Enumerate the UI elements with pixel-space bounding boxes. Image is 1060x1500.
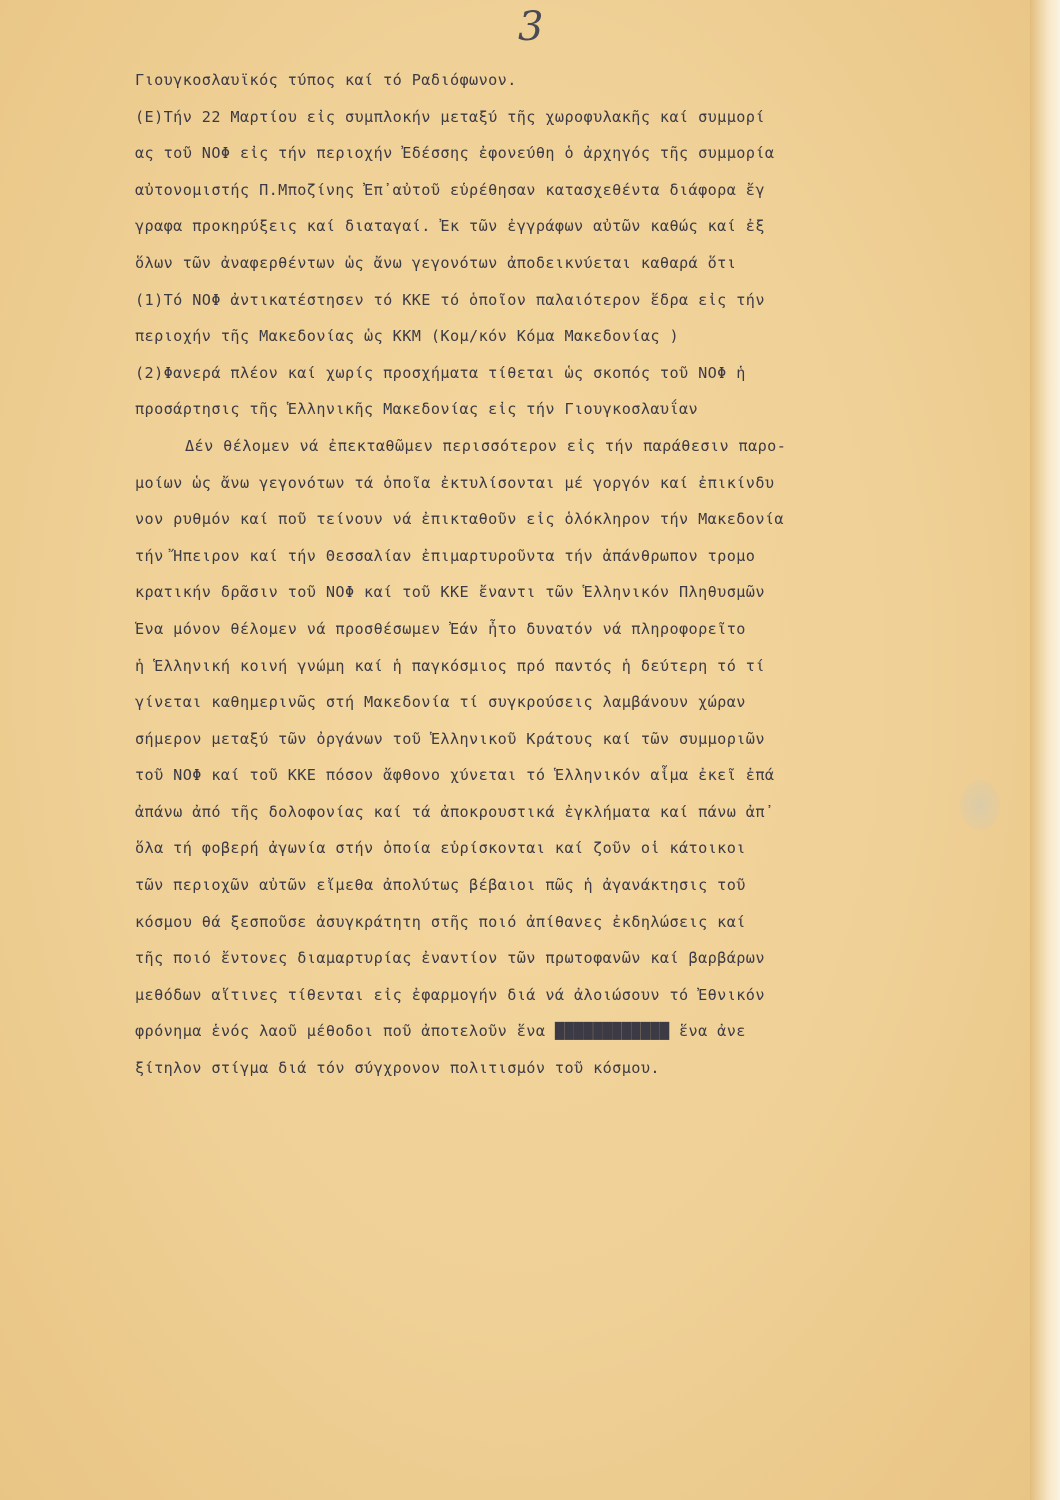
- document-body: [135, 62, 1015, 1087]
- text-line: περιοχήν τῆς Μακεδονίας ὡς ΚΚΜ (Κομ/κόν Κόμα Μακεδονίας ): [135, 327, 679, 346]
- text-line: μεθόδων αἵτινες τίθενται εἰς ἐφαρμογήν διά νά ἀλοιώσουν τό Ἐθνικόν: [135, 985, 765, 1004]
- text-line: σήμερον μεταξύ τῶν ὀργάνων τοῦ Ἑλληνικοῦ Κράτους καί τῶν συμμοριῶν: [135, 729, 765, 748]
- text-line: τῆς ποιό ἔντονες διαμαρτυρίας ἐναντίον τῶν πρωτοφανῶν καί βαρβάρων: [135, 949, 765, 968]
- text-line: κόσμου θά ξεσποῦσε ἀσυγκράτητη στῆς ποιό ἀπίθανες ἐκδηλώσεις καί: [135, 912, 746, 931]
- text-line: ἡ Ἑλληνική κοινή γνώμη καί ἡ παγκόσμιος πρό παντός ἡ δεύτερη τό τί: [135, 656, 765, 675]
- text-line: (2)Φανερά πλέον καί χωρίς προσχήματα τίθεται ὡς σκοπός τοῦ ΝΟΦ ἡ: [135, 363, 746, 382]
- text-line: (1)Τό ΝΟΦ ἀντικατέστησεν τό ΚΚΕ τό ὁποῖον παλαιότερον ἕδρα εἰς τήν: [135, 290, 765, 309]
- text-line: (Ε)Τήν 22 Μαρτίου εἰς συμπλοκήν μεταξύ τῆς χωροφυλακῆς καί συμμορί: [135, 107, 765, 126]
- text-line: προσάρτησις τῆς Ἑλληνικῆς Μακεδονίας εἰς τήν Γιουγκοσλαυΐαν: [135, 400, 699, 419]
- text-line: κρατικήν δρᾶσιν τοῦ ΝΟΦ καί τοῦ ΚΚΕ ἔναντι τῶν Ἑλληνικόν Πληθυσμῶν: [135, 583, 765, 602]
- text-line: νον ρυθμόν καί ποῦ τείνουν νά ἐπικταθοῦν εἰς ὁλόκληρον τήν Μακεδονία: [135, 510, 784, 529]
- page-edge: [1030, 0, 1060, 1500]
- text-line: Δέν θέλομεν νά ἐπεκταθῶμεν περισσότερον εἰς τήν παράθεσιν παρο-: [185, 436, 787, 455]
- text-line: τοῦ ΝΟΦ καί τοῦ ΚΚΕ πόσον ἄφθονο χύνεται τό Ἑλληνικόν αἷμα ἐκεῖ ἐπά: [135, 766, 775, 785]
- text-line: Ἕνα μόνον θέλομεν νά προσθέσωμεν Ἐάν ἦτο δυνατόν νά πληροφορεῖτο: [135, 619, 746, 638]
- text-line: τήν Ἤπειρον καί τήν Θεσσαλίαν ἐπιμαρτυροῦντα τήν ἀπάνθρωπον τρομο: [135, 546, 756, 565]
- page-number: 3: [518, 4, 544, 50]
- text-line: γραφα προκηρύξεις καί διαταγαί. Ἐκ τῶν ἐγγράφων αὐτῶν καθώς καί ἐξ: [135, 217, 765, 236]
- text-line: ξίτηλον στίγμα διά τόν σύγχρονον πολιτισμόν τοῦ κόσμου.: [135, 1059, 660, 1078]
- text-line: ας τοῦ ΝΟΦ εἰς τήν περιοχήν Ἐδέσσης ἐφονεύθη ὁ ἀρχηγός τῆς συμμορία: [135, 144, 775, 163]
- text-line: ὅλων τῶν ἀναφερθέντων ὡς ἄνω γεγονότων ἀποδεικνύεται καθαρά ὅτι: [135, 253, 737, 272]
- text-line: Γιουγκοσλαυϊκός τύπος καί τό Ραδιόφωνον.: [135, 71, 517, 89]
- text-line: αὐτονομιστής Π.Μποζίνης Ἐπ᾽αὐτοῦ εὑρέθησαν κατασχεθέντα διάφορα ἔγ: [135, 180, 765, 199]
- text-line: ὅλα τή φοβερή ἀγωνία στήν ὁποία εὑρίσκονται καί ζοῦν οἱ κάτοικοι: [135, 839, 746, 858]
- text-line: γίνεται καθημερινῶς στή Μακεδονία τί συγκρούσεις λαμβάνουν χώραν: [135, 693, 746, 712]
- text-line: τῶν περιοχῶν αὐτῶν εἴμεθα ἀπολύτως βέβαιοι πῶς ἡ ἀγανάκτησις τοῦ: [135, 876, 746, 895]
- text-line: μοίων ὡς ἄνω γεγονότων τά ὁποῖα ἐκτυλίσονται μέ γοργόν καί ἐπικίνδυ: [135, 473, 775, 492]
- text-line: ἀπάνω ἀπό τῆς δολοφονίας καί τά ἀποκρουστικά ἐγκλήματα καί πάνω ἀπ᾽: [135, 802, 775, 821]
- text-line: φρόνημα ἑνός λαοῦ μέθοδοι ποῦ ἀποτελοῦν ἕνα ████████████ ἕνα ἀνε: [135, 1022, 746, 1041]
